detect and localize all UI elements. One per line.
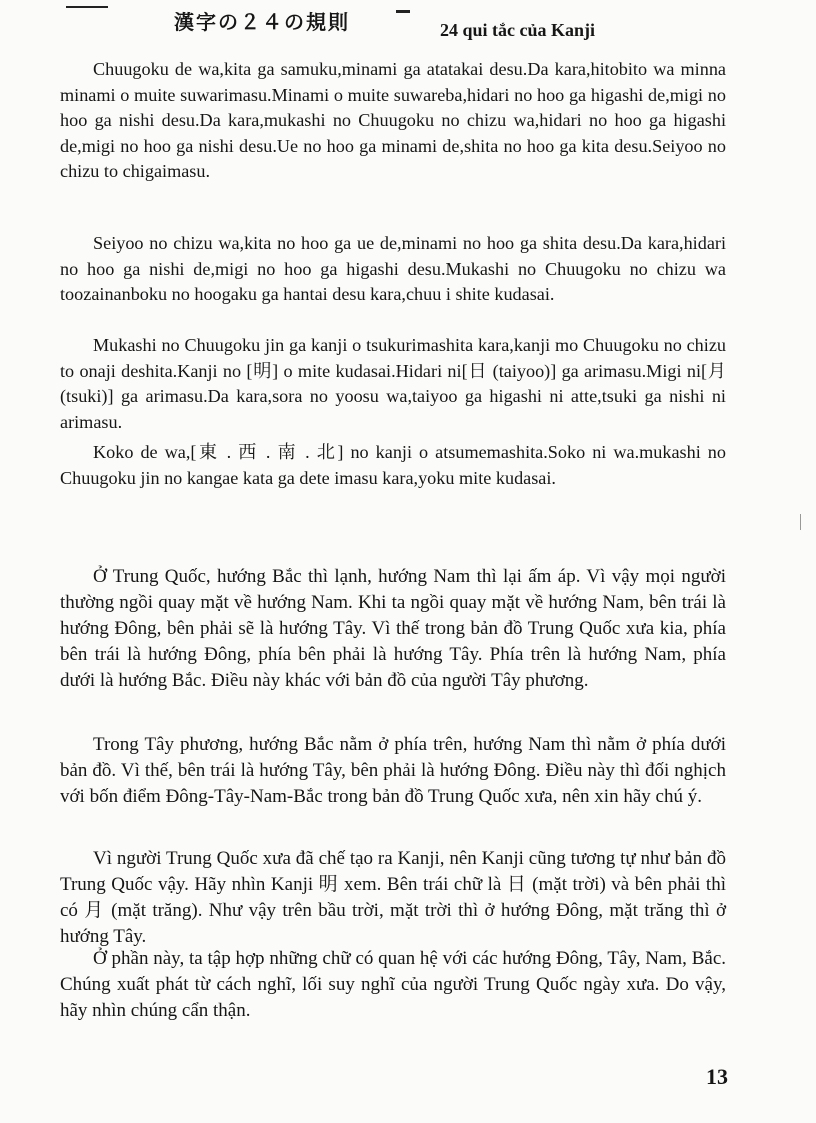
romaji-paragraph-3: Mukashi no Chuugoku jin ga kanji o tsukurimashita kara,kanji mo Chuugoku no chizu to onaji deshita.Kanji no [明] o mite kudasai.Hidari ni[日 (taiyoo)] ga arimasu.Migi ni[月 (tsuki)] ga arimasu.Da kara,sora no yoosu wa,taiyoo ga higashi ni atte,tsuki ga nishi ni arimasu. [60, 335, 726, 432]
romaji-paragraph-4: Koko de wa,[東 . 西 . 南 . 北] no kanji o atsumemashita.Soko ni wa.mukashi no Chuugoku jin no kangae kata ga dete imasu kara,yoku mite kudasai. [60, 442, 726, 488]
vietnamese-paragraph-1: Ở Trung Quốc, hướng Bắc thì lạnh, hướng Nam thì lại ấm áp. Vì vậy mọi người thường ngồi quay mặt về hướng Nam. Khi ta ngồi quay mặt về hướng Nam, bên trái là hướng Đông, bên phải sẽ là hướng Tây. Vì thế trong bản đồ Trung Quốc xưa kia, phía bên trái là hướng Đông, phía bên phải là hướng Tây. Phía trên là hướng Nam, phía dưới là hướng Bắc. Điều này khác với bản đồ của người Tây phương. [60, 566, 726, 691]
scan-artifact-mark [800, 514, 801, 530]
vietnamese-paragraph-3: Vì người Trung Quốc xưa đã chế tạo ra Kanji, nên Kanji cũng tương tự như bản đồ Trung Quốc vậy. Hãy nhìn Kanji 明 xem. Bên trái chữ là 日 (mặt trời) và bên phải thì có 月 (mặt trăng). Như vậy trên bầu trời, mặt trời thì ở hướng Đông, mặt trăng thì ở hướng Tây. [60, 848, 726, 947]
page-number: 13 [706, 1064, 728, 1089]
romaji-paragraph-1: Chuugoku de wa,kita ga samuku,minami ga atatakai desu.Da kara,hitobito wa minna minami o muite suwarimasu.Minami o muite suwareba,hidari no hoo ga higashi de,migi no hoo ga nishi desu.Da kara,mukashi no Chuugoku no chizu wa,hidari no hoo ga higashi de,migi no hoo ga nishi desu.Ue no hoo ga minami de,shita no hoo ga kita desu.Seiyoo no chizu to chigaimasu. [60, 59, 726, 181]
vietnamese-paragraph-4: Ở phần này, ta tập hợp những chữ có quan hệ với các hướng Đông, Tây, Nam, Bắc. Chúng xuất phát từ cách nghĩ, lối suy nghĩ của người Trung Quốc ngày xưa. Do vậy, hãy nhìn chúng cẩn thận. [60, 948, 726, 1021]
vietnamese-header-title: 24 qui tắc của Kanji [440, 20, 596, 40]
vietnamese-paragraph-2: Trong Tây phương, hướng Bắc nằm ở phía trên, hướng Nam thì nằm ở phía dưới bản đồ. Vì thế, bên trái là hướng Tây, bên phải là hướng Đông. Điều này thì đối nghịch với bốn điểm Đông-Tây-Nam-Bắc trong bản đồ Trung Quốc xưa, nên xin hãy chú ý. [60, 734, 726, 807]
header-dash [396, 10, 410, 13]
romaji-paragraph-2: Seiyoo no chizu wa,kita no hoo ga ue de,minami no hoo ga shita desu.Da kara,hidari no hoo ga nishi de,migi no hoo ga higashi desu.Mukashi no Chuugoku no chizu wa toozainanboku no hoogaku ga hantai desu kara,chuu i shite kudasai. [60, 233, 726, 304]
header-rule [66, 6, 108, 8]
japanese-header-title: 漢字の２４の規則 [174, 10, 350, 34]
